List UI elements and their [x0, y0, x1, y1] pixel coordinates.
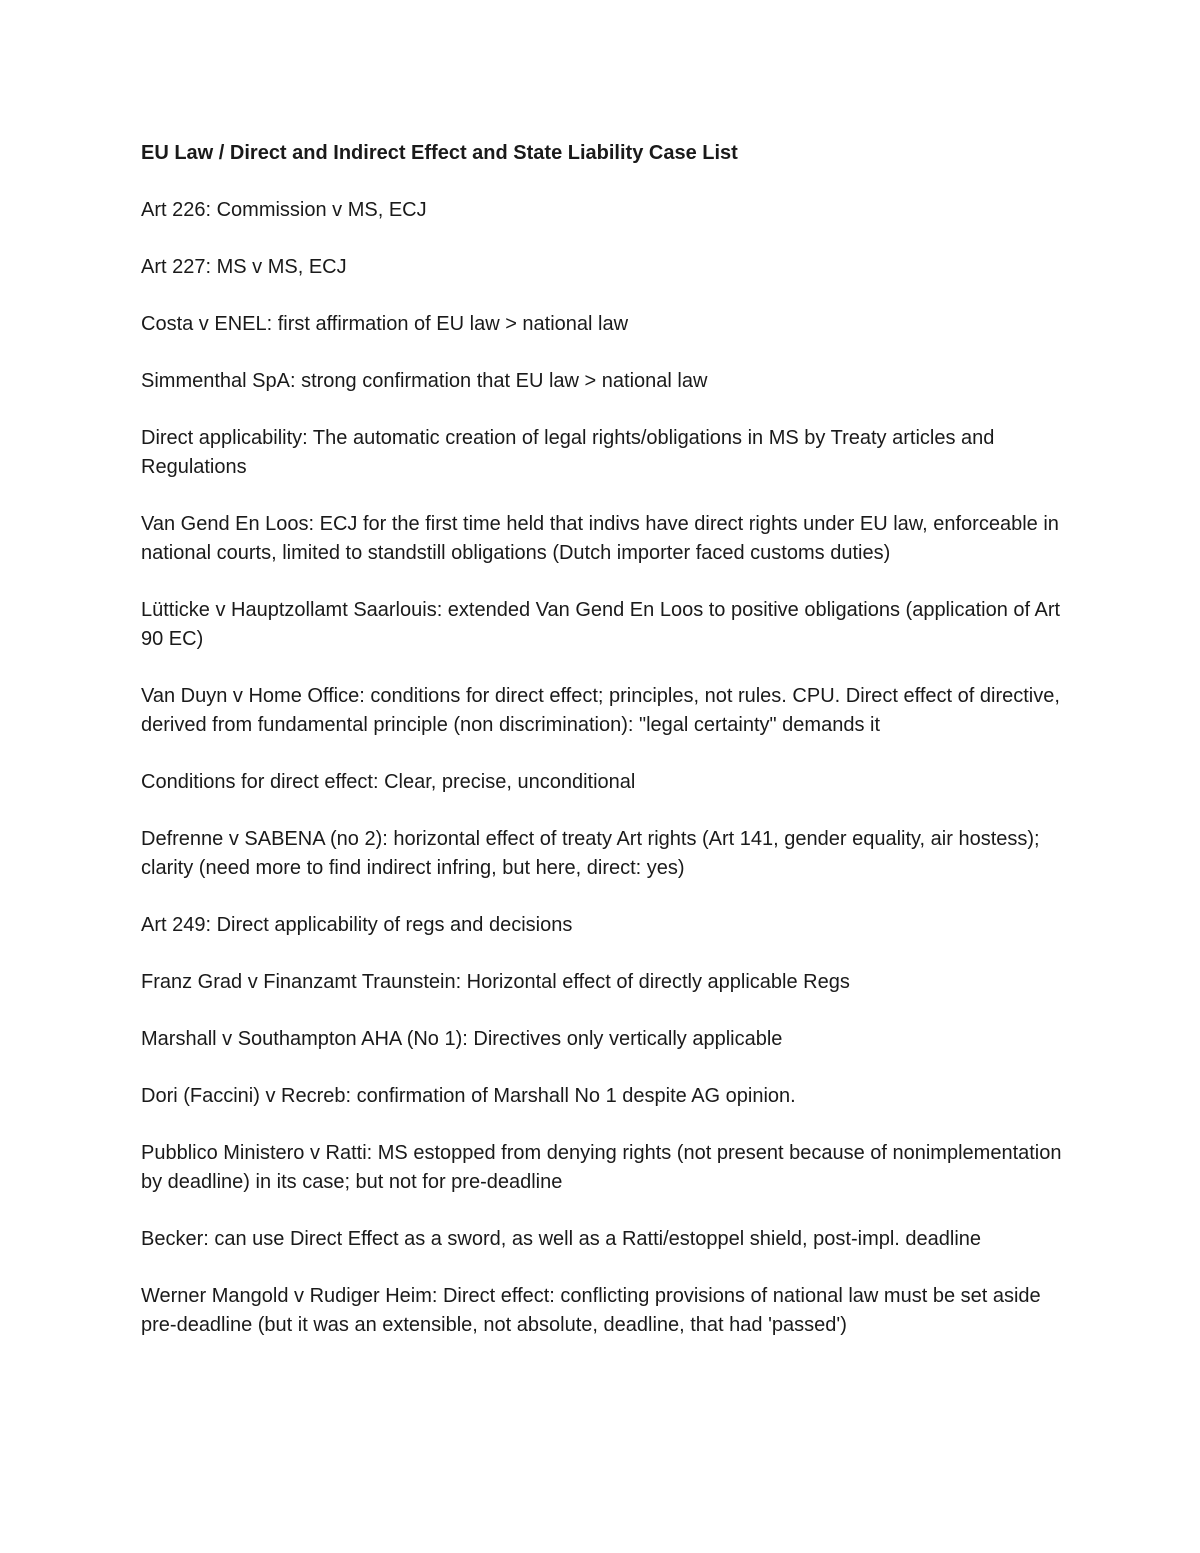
case-entry: Dori (Faccini) v Recreb: confirmation of Marshall No 1 despite AG opinion. [141, 1085, 796, 1107]
case-entry: Van Gend En Loos: ECJ for the first time held that indivs have direct rights under EU law, enforceable in national courts, limited to standstill obligations (Dutch importer faced customs duties) [141, 513, 1059, 564]
case-entry: Art 249: Direct applicability of regs and decisions [141, 914, 573, 936]
document-body [141, 139, 1066, 1368]
document-title: EU Law / Direct and Indirect Effect and State Liability Case List [141, 142, 738, 164]
case-entry: Werner Mangold v Rudiger Heim: Direct effect: conflicting provisions of national law must be set aside pre-deadline (but it was an extensible, not absolute, deadline, that had 'passed') [141, 1285, 1041, 1336]
case-entry: Art 227: MS v MS, ECJ [141, 256, 347, 278]
case-entry: Direct applicability: The automatic creation of legal rights/obligations in MS by Treaty articles and Regulations [141, 427, 995, 478]
case-entry: Lütticke v Hauptzollamt Saarlouis: extended Van Gend En Loos to positive obligations (application of Art 90 EC) [141, 599, 1061, 650]
case-entry: Art 226: Commission v MS, ECJ [141, 199, 427, 221]
case-entry: Becker: can use Direct Effect as a sword, as well as a Ratti/estoppel shield, post-impl. deadline [141, 1228, 982, 1250]
case-entry: Franz Grad v Finanzamt Traunstein: Horizontal effect of directly applicable Regs [141, 971, 850, 993]
case-entry: Simmenthal SpA: strong confirmation that EU law > national law [141, 370, 708, 392]
case-entry: Marshall v Southampton AHA (No 1): Directives only vertically applicable [141, 1028, 783, 1050]
case-entry: Conditions for direct effect: Clear, precise, unconditional [141, 771, 636, 793]
case-entry: Van Duyn v Home Office: conditions for direct effect; principles, not rules. CPU. Direct effect of directive, derived from fundamental principle (non discrimination): "legal certainty" demands it [141, 685, 1060, 736]
case-entry: Pubblico Ministero v Ratti: MS estopped from denying rights (not present because of nonimplementation by deadline) in its case; but not for pre-deadline [141, 1142, 1062, 1193]
case-entry: Costa v ENEL: first affirmation of EU law > national law [141, 313, 629, 335]
case-entry: Defrenne v SABENA (no 2): horizontal effect of treaty Art rights (Art 141, gender equality, air hostess); clarity (need more to find indirect infring, but here, direct: yes) [141, 828, 1040, 879]
